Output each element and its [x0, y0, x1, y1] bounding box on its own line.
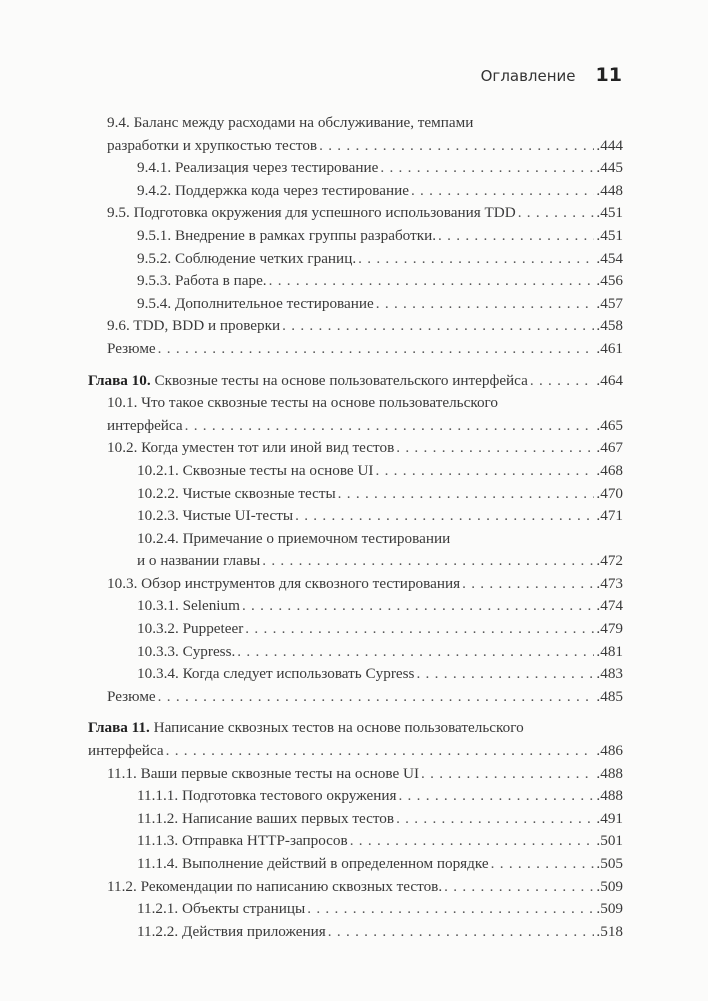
toc-entry-text: 10.3. Обзор инструментов для сквозного тестирования	[107, 574, 461, 592]
running-head-section: Оглавление	[480, 67, 576, 85]
toc-entry-title	[107, 573, 460, 596]
toc-entry	[88, 225, 623, 248]
toc-page-number: .465	[596, 416, 623, 434]
toc-entry-title	[137, 505, 293, 528]
dot-leader	[282, 315, 594, 338]
toc-entry	[88, 315, 623, 338]
dot-leader	[166, 740, 595, 763]
toc-entry-title	[137, 270, 267, 293]
toc-entry-title	[137, 921, 326, 944]
toc-entry-text: 10.1. Что такое сквозные тесты на основе пользовательского	[107, 394, 498, 412]
dot-leader	[328, 921, 595, 944]
toc-page-number: .456	[596, 272, 623, 290]
toc-page-number: .445	[596, 159, 623, 177]
toc-entry-title	[137, 483, 336, 506]
toc-page-number: .467	[596, 439, 623, 457]
toc-page-number: .461	[596, 339, 623, 357]
running-head	[481, 64, 622, 86]
toc-page-number: .444	[596, 136, 623, 154]
toc-entry-line	[107, 415, 623, 438]
toc-page-number: .509	[596, 877, 623, 895]
toc-entry-line	[137, 618, 623, 641]
toc-entry-text: 10.2. Когда уместен тот или иной вид тестов	[107, 439, 395, 457]
toc-page-number: .454	[596, 249, 623, 267]
toc-entry	[88, 112, 623, 157]
toc-entry-line	[107, 202, 623, 225]
toc-entry-title	[137, 157, 378, 180]
toc-page-number: .474	[596, 597, 623, 615]
toc-page-number: .481	[596, 642, 623, 660]
toc-entry-line	[107, 392, 623, 415]
toc-entry-line	[137, 270, 623, 293]
toc-entry-text: 10.2.2. Чистые сквозные тесты	[137, 484, 336, 502]
toc-entry-text: 9.5.2. Соблюдение четких границ.	[137, 249, 357, 267]
toc-entry-text: 10.2.3. Чистые UI-тесты	[137, 507, 294, 525]
toc-entry-line	[107, 686, 623, 709]
toc-entry	[88, 157, 623, 180]
dot-leader	[530, 370, 595, 393]
toc-chapter-entry	[88, 717, 623, 762]
toc-page-number: .501	[596, 832, 623, 850]
toc-entry-line	[137, 921, 623, 944]
toc-entry-line	[107, 437, 623, 460]
toc-entry-title	[107, 876, 442, 899]
dot-leader	[237, 641, 594, 664]
toc-entry-text: 9.4. Баланс между расходами на обслуживание, темпами	[107, 114, 474, 131]
toc-entry-title	[137, 460, 373, 483]
dot-leader	[158, 338, 595, 361]
toc-entry-line	[107, 876, 623, 899]
toc-page-number: .473	[596, 574, 623, 592]
toc-entry-title	[107, 202, 516, 225]
toc-page-number: .448	[596, 181, 623, 199]
toc-entry-line	[137, 808, 623, 831]
toc-entry-text: 10.2.1. Сквозные тесты на основе UI	[137, 461, 374, 479]
toc-entry-text: 9.6. TDD, BDD и проверки	[107, 317, 281, 335]
toc-entry-text: интерфейса	[88, 742, 164, 760]
toc-entry-title	[107, 437, 394, 460]
toc-page-number: .505	[596, 855, 623, 872]
toc-entry-text: Написание сквозных тестов на основе пользовательского	[149, 719, 524, 737]
toc-entry-title	[137, 225, 436, 248]
toc-entry-line	[88, 740, 623, 763]
dot-leader	[262, 550, 594, 573]
toc-page-number: .458	[596, 317, 623, 335]
toc-entry	[88, 830, 623, 853]
toc-entry-title	[88, 740, 164, 763]
toc-entry-title	[88, 370, 528, 393]
toc-page-number: .457	[596, 294, 623, 312]
toc-page-number: .485	[596, 687, 623, 705]
dot-leader	[398, 785, 594, 808]
toc-entry-title	[107, 415, 183, 438]
toc-entry	[88, 202, 623, 225]
toc-entry	[88, 270, 623, 293]
toc-entry-text: Сквозные тесты на основе пользовательского интерфейса	[150, 371, 528, 389]
toc-entry-line	[107, 315, 623, 338]
toc-entry-line	[137, 641, 623, 664]
toc-entry-title	[137, 663, 414, 686]
toc-page-number: .488	[596, 764, 623, 782]
toc-entry-line	[137, 180, 623, 203]
toc-entry-title	[137, 248, 356, 271]
toc-entry-title	[107, 763, 419, 786]
toc-entry	[88, 595, 623, 618]
toc-entry	[88, 338, 623, 361]
toc-page-number: .468	[596, 461, 623, 479]
toc-entry-title	[137, 785, 396, 808]
toc-entry-title	[137, 830, 348, 853]
toc-entry-text: 11.2.2. Действия приложения	[137, 922, 326, 940]
chapter-label: Глава 10.	[88, 371, 151, 389]
toc-entry	[88, 785, 623, 808]
toc-page-number: .451	[596, 226, 623, 244]
dot-leader	[338, 483, 595, 506]
toc-entry-text: 9.5.4. Дополнительное тестирование	[137, 294, 374, 312]
dot-leader	[319, 135, 594, 158]
toc-entry-line	[137, 853, 623, 876]
dot-leader	[185, 415, 595, 438]
toc-entry	[88, 808, 623, 831]
toc-entry-text: 11.2.1. Объекты страницы	[137, 900, 306, 918]
toc-entry-line	[107, 573, 623, 596]
toc-entry-line	[107, 112, 623, 135]
toc-entry-title	[107, 114, 473, 131]
toc-entry	[88, 921, 623, 944]
toc-page-number: .518	[596, 922, 623, 940]
dot-leader	[242, 595, 594, 618]
dot-leader	[380, 157, 594, 180]
toc-entry	[88, 392, 623, 437]
toc-entry-text: Резюме	[107, 687, 156, 705]
toc-entry-line	[137, 248, 623, 271]
toc-entry-line	[137, 157, 623, 180]
toc-entry-line	[137, 663, 623, 686]
toc-entry	[88, 686, 623, 709]
toc-entry-text: 10.3.1. Selenium	[137, 597, 240, 615]
dot-leader	[416, 663, 594, 686]
toc-entry-text: 10.3.3. Cypress.	[137, 642, 236, 660]
toc-entry-title	[107, 338, 156, 361]
toc-entry	[88, 763, 623, 786]
toc-entry	[88, 898, 623, 921]
toc-entry-title	[137, 898, 305, 921]
toc-entry-line	[137, 528, 623, 551]
toc-entry-text: 9.5.3. Работа в паре.	[137, 272, 267, 290]
toc-entry-text: 10.2.4. Примечание о приемочном тестировании	[137, 529, 451, 547]
dot-leader	[269, 270, 595, 293]
toc-entry-text: и о названии главы	[137, 552, 261, 570]
dot-leader	[375, 460, 594, 483]
toc-entry-text: 9.4.2. Поддержка кода через тестирование	[137, 181, 409, 199]
dot-leader	[376, 293, 595, 316]
toc-entry-line	[88, 717, 623, 740]
toc-entry-title	[137, 180, 409, 203]
chapter-label: Глава 11.	[88, 719, 150, 737]
toc-entry	[88, 528, 623, 573]
toc-entry-text: Резюме	[107, 339, 156, 357]
toc-entry-text: 11.1.4. Выполнение действий в определенном порядке	[137, 855, 489, 872]
toc-entry-title	[137, 808, 394, 831]
toc-entry-line	[137, 550, 623, 573]
toc-entry	[88, 505, 623, 528]
toc-entry-line	[137, 595, 623, 618]
toc-entry-text: разработки и хрупкостью тестов	[107, 136, 318, 154]
dot-leader	[396, 808, 594, 831]
dot-leader	[307, 898, 594, 921]
toc-entry-text: 11.1.1. Подготовка тестового окружения	[137, 787, 397, 805]
dot-leader	[444, 876, 594, 899]
toc-entry-line	[137, 225, 623, 248]
toc-entry	[88, 663, 623, 686]
toc-entry-line	[137, 505, 623, 528]
dot-leader	[396, 437, 594, 460]
toc-entry	[88, 573, 623, 596]
toc-entry-title	[107, 394, 498, 411]
toc-entry-line	[137, 483, 623, 506]
toc-entry-text: 11.1.2. Написание ваших первых тестов	[137, 809, 395, 827]
toc-entry-line	[107, 763, 623, 786]
toc-chapter-entry	[88, 370, 623, 393]
toc-entry	[88, 293, 623, 316]
toc-entry-line	[88, 370, 623, 393]
toc-page-number: .471	[596, 507, 623, 525]
toc-page-number: .491	[596, 809, 623, 827]
dot-leader	[411, 180, 594, 203]
toc-page-number: .470	[596, 484, 623, 502]
toc-page-number: .472	[596, 552, 623, 570]
table-of-contents	[88, 112, 623, 943]
toc-page-number: .464	[596, 371, 623, 389]
dot-leader	[295, 505, 594, 528]
toc-entry-title	[137, 641, 235, 664]
dot-leader	[421, 763, 594, 786]
toc-entry-line	[137, 293, 623, 316]
dot-leader	[491, 853, 595, 876]
toc-page-number: .479	[596, 620, 623, 638]
toc-entry	[88, 180, 623, 203]
toc-entry-title	[107, 686, 156, 709]
toc-entry-line	[107, 135, 623, 158]
toc-entry	[88, 460, 623, 483]
toc-entry-text: 11.2. Рекомендации по написанию сквозных тестов.	[107, 877, 443, 895]
toc-entry-text: 9.4.1. Реализация через тестирование	[137, 159, 379, 177]
page-number: 11	[595, 64, 622, 86]
toc-entry-title	[137, 293, 374, 316]
toc-entry-line	[137, 830, 623, 853]
toc-entry	[88, 876, 623, 899]
toc-entry-text: 11.1.3. Отправка HTTP-запросов	[137, 832, 348, 850]
toc-entry-text: 9.5. Подготовка окружения для успешного использования TDD	[107, 204, 516, 222]
toc-entry-text: 9.5.1. Внедрение в рамках группы разработки.	[137, 226, 437, 244]
toc-page-number: .483	[596, 665, 623, 683]
toc-entry-text: интерфейса	[107, 416, 183, 434]
toc-entry	[88, 483, 623, 506]
dot-leader	[438, 225, 594, 248]
toc-entry	[88, 641, 623, 664]
toc-page-number: .451	[596, 204, 623, 222]
dot-leader	[350, 830, 595, 853]
toc-entry-title	[137, 618, 243, 641]
toc-entry	[88, 618, 623, 641]
toc-entry-title	[137, 853, 489, 876]
dot-leader	[245, 618, 594, 641]
toc-entry-line	[137, 785, 623, 808]
dot-leader	[462, 573, 594, 596]
dot-leader	[358, 248, 594, 271]
toc-entry-text: 10.3.4. Когда следует использовать Cypress	[137, 665, 415, 683]
toc-entry-title	[107, 135, 317, 158]
toc-entry-title	[88, 719, 524, 736]
dot-leader	[518, 202, 595, 225]
toc-entry-line	[137, 898, 623, 921]
toc-page-number: .509	[596, 900, 623, 918]
toc-page-number: .486	[596, 742, 623, 760]
toc-entry-line	[137, 460, 623, 483]
toc-entry-title	[137, 530, 450, 547]
toc-entry-text: 11.1. Ваши первые сквозные тесты на основе UI	[107, 764, 420, 782]
toc-entry	[88, 853, 623, 876]
dot-leader	[158, 686, 595, 709]
toc-entry-text: 10.3.2. Puppeteer	[137, 620, 244, 638]
toc-entry-title	[137, 595, 240, 618]
toc-entry-line	[107, 338, 623, 361]
toc-entry	[88, 437, 623, 460]
toc-entry-title	[107, 315, 280, 338]
toc-entry	[88, 248, 623, 271]
toc-page-number: .488	[596, 787, 623, 805]
toc-entry-title	[137, 550, 260, 573]
